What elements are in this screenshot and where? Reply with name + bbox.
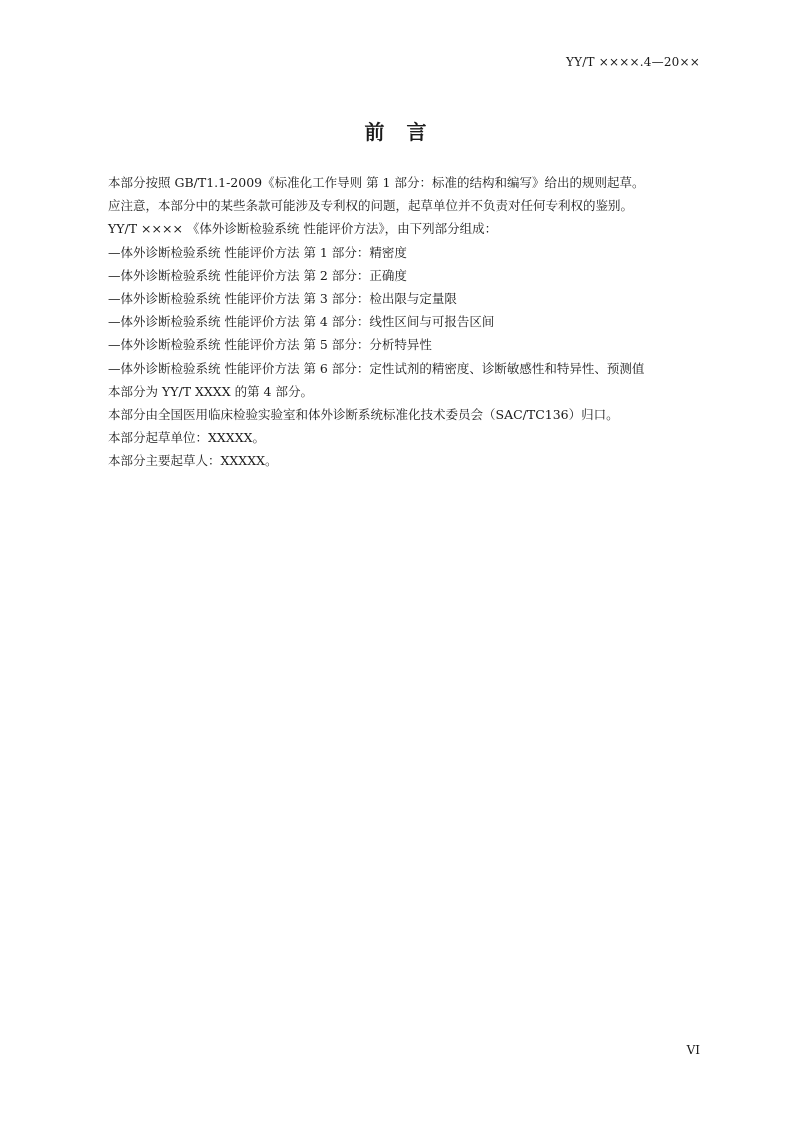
page-title: 前言 xyxy=(364,120,449,144)
list-item-part-6: —体外诊断检验系统 性能评价方法 第 6 部分：定性试剂的精密度、诊断敏感性和特异性、预测值 xyxy=(108,360,645,376)
list-item-part-1: —体外诊断检验系统 性能评价方法 第 1 部分：精密度 xyxy=(108,244,407,260)
list-item-part-4: —体外诊断检验系统 性能评价方法 第 4 部分：线性区间与可报告区间 xyxy=(108,314,495,330)
list-item-part-5: —体外诊断检验系统 性能评价方法 第 5 部分：分析特异性 xyxy=(108,337,432,353)
paragraph-committee: 本部分由全国医用临床检验实验室和体外诊断系统标准化技术委员会（SAC/TC136）归口。 xyxy=(108,407,619,423)
paragraph-patent-notice: 应注意，本部分中的某些条款可能涉及专利权的问题，起草单位并不负责对任何专利权的鉴别。 xyxy=(108,198,634,214)
page-number: VI xyxy=(686,1043,700,1057)
paragraph-part-statement: 本部分为 YY/T XXXX 的第 4 部分。 xyxy=(108,383,313,399)
list-item-part-3: —体外诊断检验系统 性能评价方法 第 3 部分：检出限与定量限 xyxy=(108,291,457,307)
paragraph-parts-intro: YY/T ×××× 《体外诊断检验系统 性能评价方法》，由下列部分组成： xyxy=(108,221,498,237)
paragraph-drafting-rules: 本部分按照 GB/T1.1-2009《标准化工作导则 第 1 部分：标准的结构和编写》给出的规则起草。 xyxy=(108,175,645,190)
document-number-header: YY/T ××××.4—20×× xyxy=(566,55,700,69)
list-item-part-2: —体外诊断检验系统 性能评价方法 第 2 部分：正确度 xyxy=(108,267,407,283)
paragraph-drafters: 本部分主要起草人：XXXXX。 xyxy=(108,453,278,469)
foreword-body xyxy=(108,171,708,473)
paragraph-drafting-unit: 本部分起草单位：XXXXX。 xyxy=(108,430,265,446)
